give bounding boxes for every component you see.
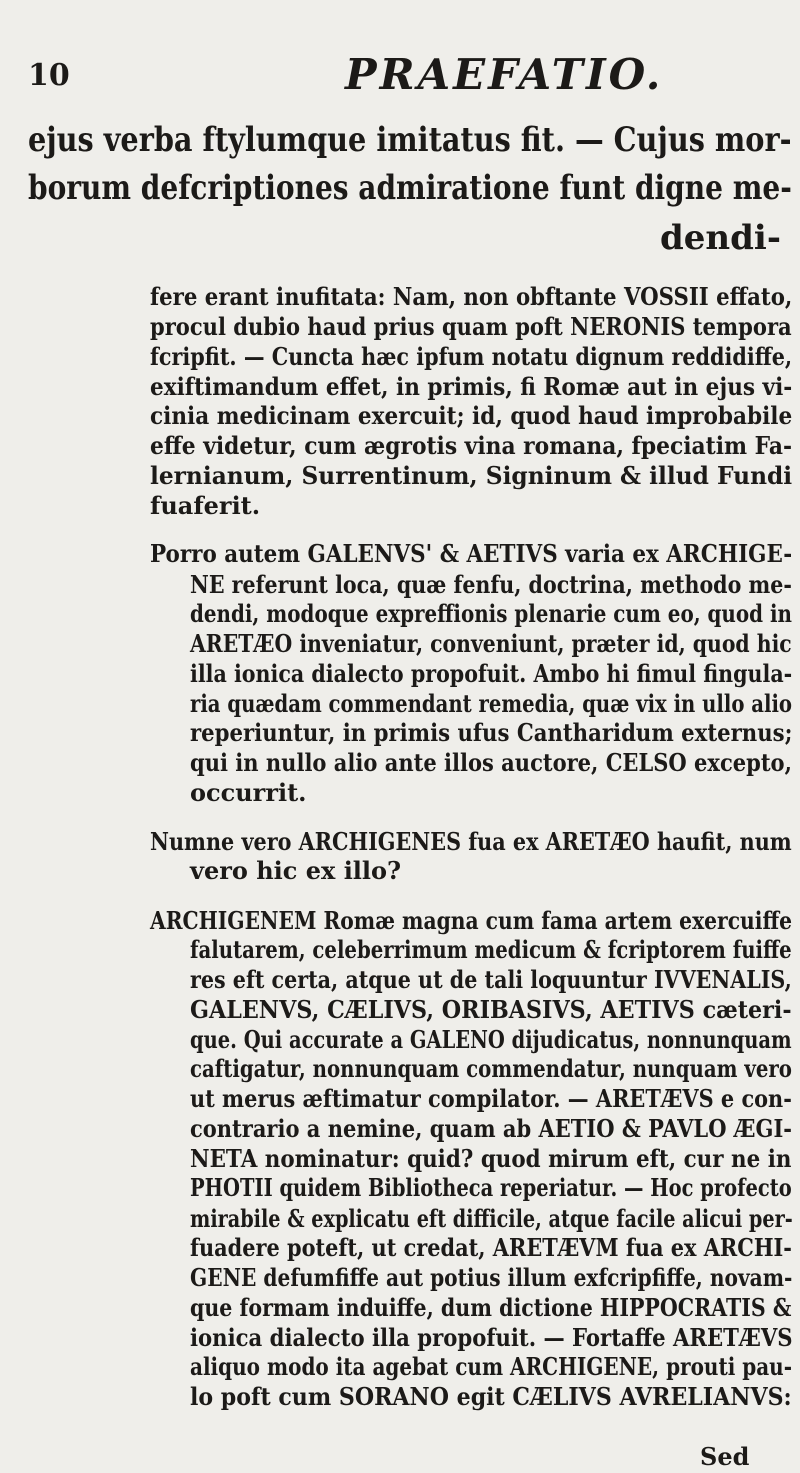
paragraph-4-line: ut merus æftimatur compilator. — ARETÆVS e con- (190, 1084, 792, 1113)
intro-line: dendi- (660, 218, 781, 258)
paragraph-4-line: GALENVS, CÆLIVS, ORIBASIVS, AETIVS cæteri- (190, 995, 792, 1024)
paragraph-2-line: ARETÆO inveniatur, conveniunt, præter id, quod hic (190, 629, 792, 658)
paragraph-2-line: occurrit. (190, 778, 307, 807)
paragraph-1-line: lernianum, Surrentinum, Signinum & illud Fundi (150, 461, 793, 490)
paragraph-4-line: ARCHIGENEM Romæ magna cum fama artem exercuiffe (150, 906, 792, 935)
paragraph-4-line: aliquo modo ita agebat cum ARCHIGENE, prouti pau- (190, 1352, 793, 1381)
paragraph-1-line: cinia medicinam exercuit; id, quod haud improbabile (150, 401, 793, 430)
paragraph-1-line: fcripfit. — Cuncta hæc ipfum notatu dignum reddidiffe, (150, 342, 793, 371)
paragraph-1-line: fuaferit. (150, 491, 261, 520)
page-number: 10 (28, 58, 70, 93)
paragraph-4-line: res eft certa, atque ut de tali loquuntur IVVENALIS, (190, 965, 792, 994)
paragraph-1-line: exiftimandum effet, in primis, fi Romæ aut in ejus vi- (150, 372, 793, 401)
paragraph-4-line: lo poft cum SORANO egit CÆLIVS AVRELIANVS: (190, 1382, 792, 1411)
paragraph-4-line: falutarem, celeberrimum medicum & fcriptorem fuiffe (190, 935, 792, 964)
paragraph-4-line: PHOTII quidem Bibliotheca reperiatur. — Hoc profecto (190, 1173, 792, 1202)
paragraph-4-line: ionica dialecto illa propofuit. — Fortaffe ARETÆVS (190, 1323, 793, 1352)
paragraph-1-line: effe videtur, cum ægrotis vina romana, fpeciatim Fa- (150, 431, 793, 460)
paragraph-4-line: contrario a nemine, quam ab AETIO & PAVLO ÆGI- (190, 1114, 792, 1143)
paragraph-3-line: vero hic ex illo? (190, 856, 402, 885)
catchword: Sed (700, 1442, 750, 1471)
paragraph-4-line: NETA nominatur: quid? quod mirum eft, cur ne in (190, 1144, 792, 1173)
paragraph-4-line: fuadere poteft, ut credat, ARETÆVM fua ex ARCHI- (190, 1233, 792, 1262)
paragraph-4-line: caftigatur, nonnunquam commendatur, nunquam vero (190, 1054, 792, 1083)
paragraph-1-line: procul dubio haud prius quam poft NERONIS tempora (150, 312, 792, 341)
paragraph-2-line: reperiuntur, in primis ufus Cantharidum externus; (190, 718, 793, 747)
paragraph-2-line: dendi, modoque expreffionis plenarie cum eo, quod in (190, 599, 792, 628)
paragraph-2-line: ria quædam commendant remedia, quæ vix in ullo alio (190, 689, 793, 718)
paragraph-2-line: qui in nullo alio ante illos auctore, CELSO excepto, (190, 748, 792, 777)
paragraph-2-line: Porro autem GALENVS' & AETIVS varia ex ARCHIGE- (150, 539, 793, 568)
running-title: PRAEFATIO. (345, 50, 664, 99)
paragraph-4-line: que formam induiffe, dum dictione HIPPOCRATIS & (190, 1293, 792, 1322)
paragraph-3-line: Numne vero ARCHIGENES fua ex ARETÆO haufit, num (150, 827, 792, 856)
paragraph-4-line: que. Qui accurate a GALENO dijudicatus, nonnunquam (190, 1025, 792, 1054)
paragraph-2-line: illa ionica dialecto propofuit. Ambo hi fimul fingula- (190, 659, 793, 688)
paragraph-1-line: fere erant inufitata: Nam, non obftante VOSSII effato, (150, 282, 793, 311)
paragraph-4-line: GENE defumfiffe aut potius illum exfcripfiffe, novam- (190, 1263, 793, 1292)
intro-line: borum defcriptiones admiratione funt digne me- (28, 168, 792, 208)
paragraph-4-line: mirabile & explicatu eft difficile, atque facile alicui per- (190, 1204, 793, 1233)
paragraph-2-line: NE referunt loca, quæ fenfu, doctrina, methodo me- (190, 570, 792, 599)
intro-line: ejus verba ftylumque imitatus fit. — Cujus mor- (28, 120, 792, 160)
